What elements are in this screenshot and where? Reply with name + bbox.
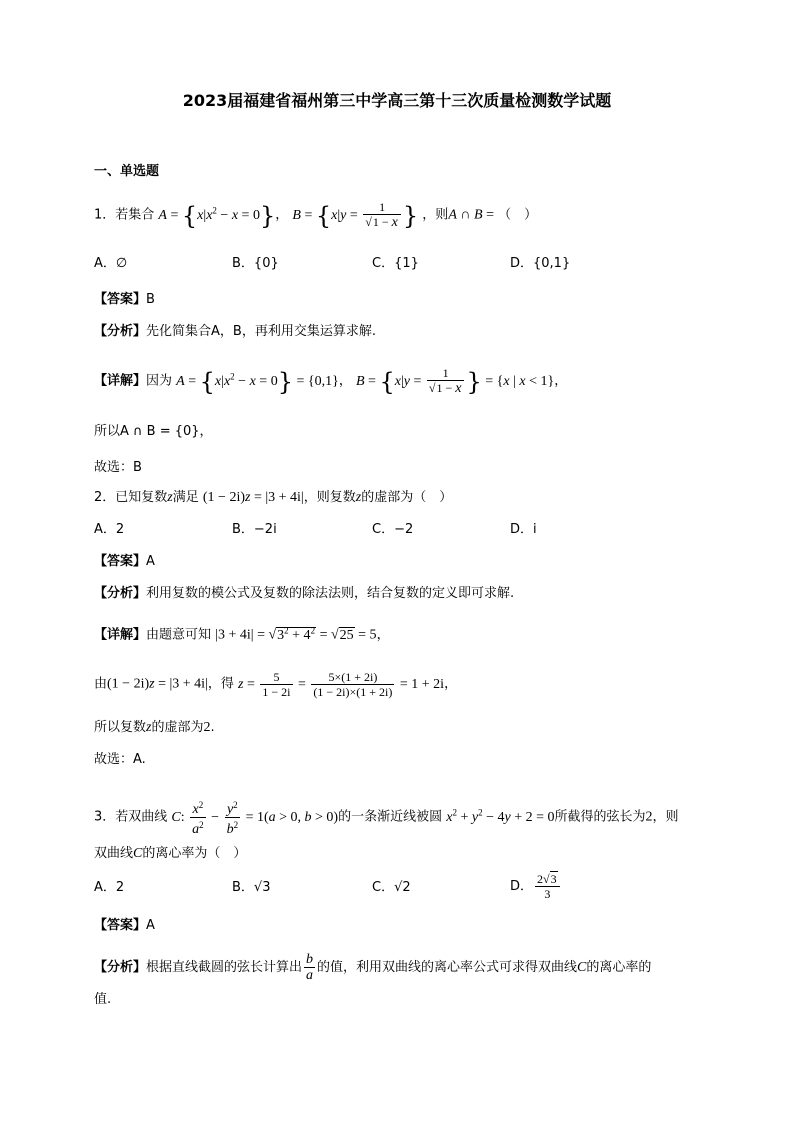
q2-option-a: A．2: [94, 522, 125, 537]
q1-so-line: 所以A ∩ B = {0}，: [94, 424, 213, 439]
q1-option-b: B．{0}: [232, 256, 279, 271]
q2-answer: 【答案】A: [94, 554, 155, 569]
section-heading: 一、单选题: [94, 164, 160, 179]
q3-option-b: B．√3: [232, 880, 271, 895]
set-b-expr: B = {x|y = $\frac{1}{√1 - x}$ }: [292, 200, 419, 231]
q1-option-d: D．{0,1}: [510, 256, 571, 271]
q1-choose: 故选：B: [94, 460, 142, 475]
q2-detail: 【详解】由题意可知 $|3 + 4i| = √3^2 + 4^2 = √25 = 5$，: [94, 625, 390, 643]
q1-option-c: C．{1}: [372, 256, 419, 271]
q2-choose: 故选：A.: [94, 752, 146, 767]
q2-option-d: D．i: [510, 522, 537, 537]
question-3-stem-cont: 双曲线C的离心率为（ ）: [94, 846, 247, 861]
q2-so-line: 所以复数z的虚部为2.: [94, 720, 215, 735]
q3-option-c: C．√2: [372, 880, 411, 895]
q1-answer: 【答案】B: [94, 292, 155, 307]
q3-analysis: 【分析】根据直线截圆的弦长计算出 $\frac{b}{a}$ 的值，利用双曲线的离心率公式可求得双曲线C的离心率的: [94, 952, 652, 983]
question-3-stem: 3．若双曲线 C: $\frac{x^2}{a^2}$ − $\frac{y^2}{b^2}$ = 1(a > 0, b > 0)的一条渐近线被圆 $x^2 + y^2 - 4y + 2 = 0$所截得的弦长为2，则: [94, 800, 679, 837]
question-2-stem: 2．已知复数z满足 (1 − 2i)z = |3 + 4i|，则复数z的虚部为（ ）: [94, 490, 453, 505]
q1-detail: 【详解】因为 $A = \{x|x^2 - x = 0\} = \{0,1\}$， B = {x|y = $\frac{1}{√1 - x}$ } = {x | x < 1}，: [94, 366, 568, 397]
page-title: 2023届福建省福州第三中学高三第十三次质量检测数学试题: [182, 91, 612, 110]
q2-analysis: 【分析】利用复数的模公式及复数的除法法则，结合复数的定义即可求解.: [94, 586, 515, 601]
q2-derivation: 由(1 − 2i)z = |3 + 4i|，得 z = $\frac{5}{1 - 2i}$ = $\frac{5\times(1 + 2i)}{(1 - 2i)\times(1 + 2i)}$ = 1 + 2i，: [94, 670, 458, 699]
q2-option-b: B．−2i: [232, 522, 277, 537]
q3-analysis-end: 值.: [94, 992, 112, 1007]
q2-option-c: C．−2: [372, 522, 414, 537]
q3-option-a: A．2: [94, 880, 125, 895]
set-a-expr: $A = \{x|x^2 - x = 0\}$: [158, 201, 276, 230]
q1-option-a: A．∅: [94, 256, 128, 271]
q3-option-d: D． $\frac{2√3}{3}$: [510, 872, 562, 901]
q1-analysis: 【分析】先化简集合A，B，再利用交集运算求解.: [94, 324, 376, 339]
q3-answer: 【答案】A: [94, 918, 155, 933]
question-1-stem: 1．若集合 $A = \{x|x^2 - x = 0\}$， B = {x|y = $\frac{1}{√1 - x}$ } ，则A ∩ B = （ ）: [94, 200, 538, 231]
